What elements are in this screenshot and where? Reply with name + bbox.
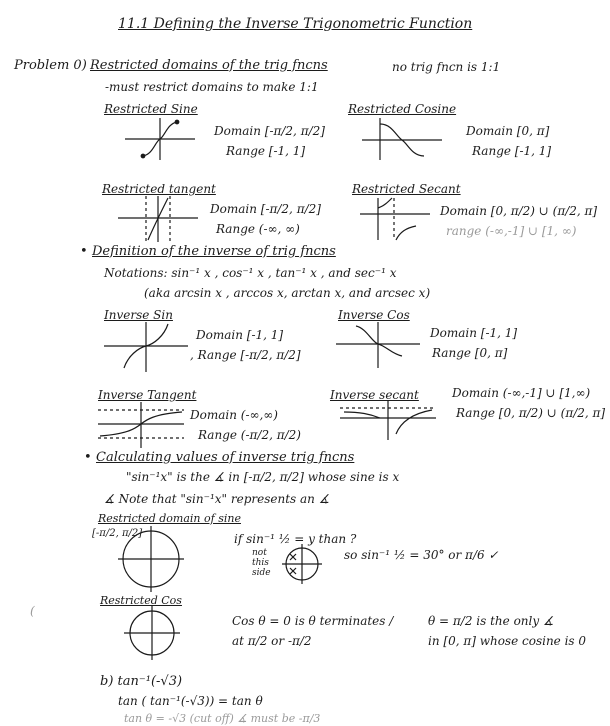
problem-label: Problem 0): [14, 58, 87, 73]
inverse-cos-graph: [336, 322, 420, 368]
restricted-secant-title: Restricted Secant: [352, 182, 461, 196]
notations-line: Notations: sin⁻¹ x , cos⁻¹ x , tan⁻¹ x , and sec⁻¹ x: [104, 266, 397, 280]
inverse-tangent-title: Inverse Tangent: [98, 388, 197, 402]
if-line: if sin⁻¹ ½ = y than ?: [234, 532, 357, 546]
inverse-tangent-graph: [98, 402, 184, 448]
calc-line-2: ∡ Note that "sin⁻¹x" represents an ∡: [104, 492, 330, 506]
bullet-calculating: •: [84, 450, 92, 465]
inverse-secant-domain: Domain (-∞,-1] ∪ [1,∞): [452, 386, 591, 400]
cos-line-2: at π/2 or -π/2: [232, 634, 312, 648]
rd-interval: [-π/2, π/2]: [92, 528, 143, 539]
inverse-tangent-range: Range (-π/2, π/2): [198, 428, 301, 442]
small-unit-circle: [282, 544, 322, 584]
restricted-cosine-graph: [362, 116, 442, 162]
restricted-sine-range: Range [-1, 1]: [226, 144, 306, 158]
not-this-side-note: not this side: [252, 548, 271, 578]
restricted-tangent-domain: Domain [-π/2, π/2]: [210, 202, 321, 216]
aka-line: (aka arcsin x , arccos x, arctan x, and arcsec x): [144, 286, 431, 300]
restricted-cosine-domain: Domain [0, π]: [466, 124, 550, 138]
restricted-secant-domain: Domain [0, π/2) ∪ (π/2, π]: [440, 204, 598, 218]
restricted-tangent-title: Restricted tangent: [102, 182, 216, 196]
restricted-secant-graph: [360, 196, 430, 242]
restricted-tangent-range: Range (-∞, ∞): [216, 222, 300, 236]
inverse-sine-title: Inverse Sin: [104, 308, 173, 322]
inverse-cos-range: Range [0, π]: [432, 346, 508, 360]
inverse-tangent-domain: Domain (-∞,∞): [190, 408, 278, 422]
inverse-cos-title: Inverse Cos: [338, 308, 410, 322]
tan-line: tan ( tan⁻¹(-√3)) = tan θ: [118, 694, 263, 708]
restricted-sine-title: Restricted Sine: [104, 102, 198, 116]
restricted-domain-sine-label: Restricted domain of sine: [98, 512, 241, 525]
bullet-definition: •: [80, 244, 88, 259]
definition-heading: Definition of the inverse of trig fncns: [92, 244, 336, 259]
restricted-cosine-range: Range [-1, 1]: [472, 144, 552, 158]
page-title: 11.1 Defining the Inverse Trigonometric Function: [118, 16, 473, 32]
calculating-heading: Calculating values of inverse trig fncns: [96, 450, 355, 465]
margin-mark: (: [30, 604, 35, 618]
inverse-sine-graph: [104, 322, 188, 372]
theta-line-1: θ = π/2 is the only ∡: [428, 614, 554, 628]
part-b-label: b) tan⁻¹(-√3): [100, 674, 183, 689]
inverse-cos-domain: Domain [-1, 1]: [430, 326, 518, 340]
restricted-cos-label: Restricted Cos: [100, 594, 182, 607]
inverse-secant-title: Inverse secant: [330, 388, 419, 402]
unit-circle-sine: [118, 526, 184, 592]
restricted-sine-domain: Domain [-π/2, π/2]: [214, 124, 325, 138]
cos-line-1: Cos θ = 0 is θ terminates /: [232, 614, 394, 628]
calc-line-1: "sin⁻¹x" is the ∡ in [-π/2, π/2] whose sine is x: [126, 470, 400, 484]
restricted-sine-graph: [125, 116, 195, 162]
inverse-sine-domain: Domain [-1, 1]: [196, 328, 284, 342]
inverse-secant-range: Range [0, π/2) ∪ (π/2, π]: [456, 406, 606, 420]
inverse-secant-graph: [340, 400, 436, 440]
restricted-cosine-title: Restricted Cosine: [348, 102, 457, 116]
inverse-sine-range: , Range [-π/2, π/2]: [190, 348, 301, 362]
theta-line-2: in [0, π] whose cosine is 0: [428, 634, 587, 648]
restricted-secant-range: range (-∞,-1] ∪ [1, ∞): [446, 224, 577, 238]
restricted-tangent-graph: [118, 196, 198, 242]
unit-circle-cos: [124, 606, 180, 660]
tan-line-2: tan θ = -√3 (cut off) ∡ must be -π/3: [124, 712, 321, 725]
so-line: so sin⁻¹ ½ = 30° or π/6 ✓: [344, 548, 499, 562]
must-restrict-note: -must restrict domains to make 1:1: [105, 80, 319, 94]
restricted-heading: Restricted domains of the trig fncns: [90, 58, 328, 73]
no-trig-note: no trig fncn is 1:1: [392, 60, 501, 74]
